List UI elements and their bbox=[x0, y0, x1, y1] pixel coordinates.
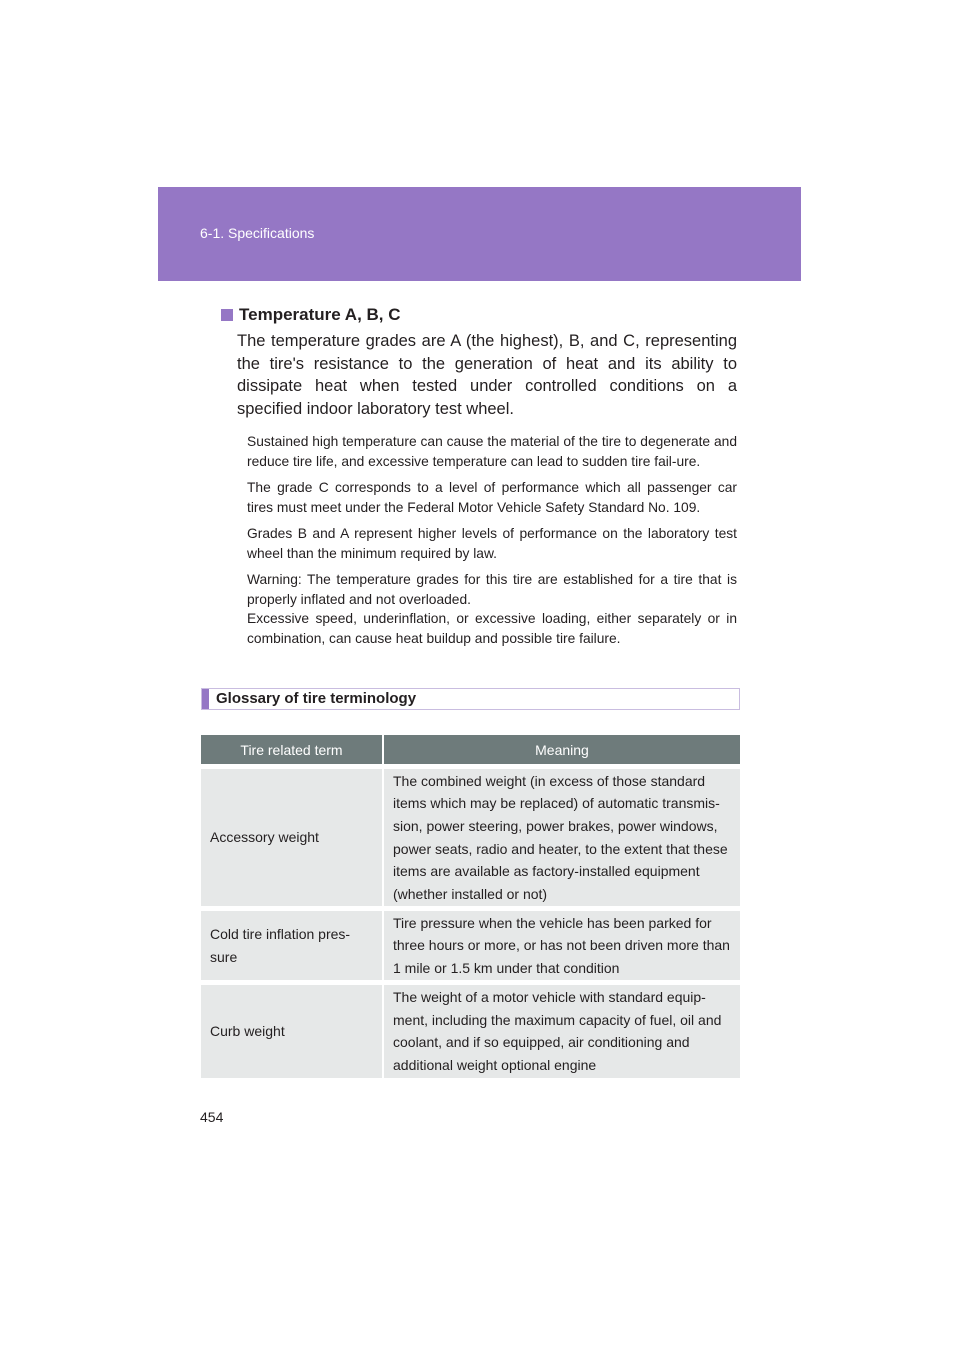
temperature-notes bbox=[247, 432, 737, 655]
note-degenerate: Sustained high temperature can cause the material of the tire to degenerate and reduce tire life, and excessive temperature can lead to sudden tire fail-ure. bbox=[247, 434, 737, 469]
temperature-intro: The temperature grades are A (the highest), B, and C, representing the tire's resistance to the generation of heat and its ability to dissipate heat when tested under controlled conditions on a specified indoor laboratory test wheel. bbox=[237, 332, 737, 418]
temperature-title: Temperature A, B, C bbox=[239, 305, 401, 324]
temperature-heading bbox=[221, 305, 401, 325]
warning-line-1: Warning: The temperature grades for this tire are established for a tire that is properly inflated and not overloaded. bbox=[247, 572, 737, 607]
section-title: 6-1. Specifications bbox=[200, 225, 315, 241]
column-header-meaning: Meaning bbox=[383, 735, 740, 767]
column-header-term: Tire related term bbox=[201, 735, 383, 767]
table-row bbox=[201, 909, 740, 983]
note-warning bbox=[247, 570, 737, 648]
meaning-cell: Tire pressure when the vehicle has been parked for three hours or more, or has not been driven more than 1 mile or 1.5 km under that condition bbox=[383, 909, 740, 983]
page-number: 454 bbox=[200, 1109, 224, 1125]
term-cell: Accessory weight bbox=[201, 767, 383, 909]
meaning-cell: The weight of a motor vehicle with standard equip-ment, including the maximum capacity of fuel, oil and coolant, and if so equipped, air conditioning and additional weight optional engine bbox=[383, 983, 740, 1078]
glossary-table bbox=[201, 735, 740, 1078]
term-cell: Cold tire inflation pres-sure bbox=[201, 909, 383, 983]
square-bullet-icon bbox=[221, 309, 233, 321]
glossary-heading bbox=[201, 688, 740, 710]
meaning-cell: The combined weight (in excess of those standard items which may be replaced) of automatic transmis-sion, power steering, power brakes, power windows, power seats, radio and heater, to the extent that these items are available as factory-installed equipment (whether installed or not) bbox=[383, 767, 740, 909]
glossary-title: Glossary of tire terminology bbox=[216, 690, 417, 707]
table-row bbox=[201, 767, 740, 909]
note-grade-c: The grade C corresponds to a level of performance which all passenger car tires must meet under the Federal Motor Vehicle Safety Standard No. 109. bbox=[247, 480, 737, 515]
table-header-row bbox=[201, 735, 740, 767]
note-grades-b-a: Grades B and A represent higher levels of performance on the laboratory test wheel than the minimum required by law. bbox=[247, 526, 737, 561]
term-cell: Curb weight bbox=[201, 983, 383, 1078]
header-band bbox=[158, 187, 801, 281]
heading-accent-bar bbox=[202, 689, 209, 709]
warning-line-2: Excessive speed, underinflation, or excessive loading, either separately or in combination, can cause heat buildup and possible tire failure. bbox=[247, 611, 737, 646]
table-row bbox=[201, 983, 740, 1078]
